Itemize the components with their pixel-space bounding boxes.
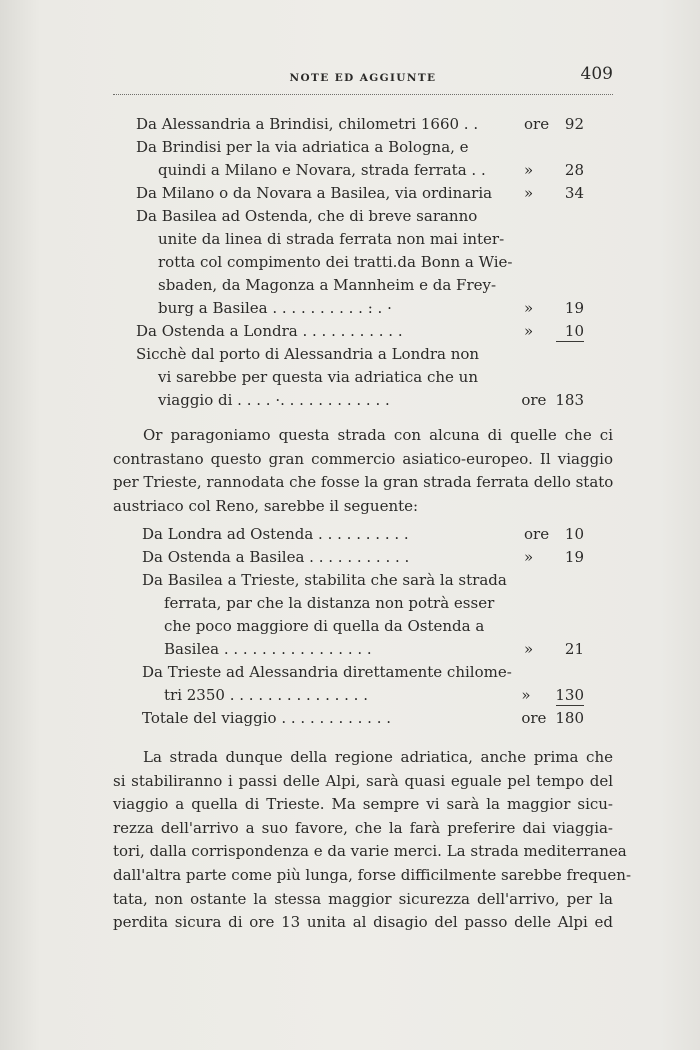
- entry-unit: ore: [521, 391, 547, 409]
- itinerary-entry: [136, 136, 584, 182]
- entry-text: rotta col compimento dei tratti.da Bonn a Wie-: [158, 253, 513, 271]
- entry-text: sbaden, da Magonza a Mannheim e da Frey-: [158, 276, 497, 294]
- entry-value: 28: [564, 161, 584, 179]
- entry-unit: »: [524, 299, 534, 317]
- entry-unit: »: [524, 322, 534, 340]
- entry-value: 130: [555, 686, 584, 704]
- entry-unit: »: [524, 161, 534, 179]
- entry-line: [136, 159, 584, 182]
- entry-text: Sicchè dal porto di Alessandria a Londra non: [136, 345, 480, 363]
- entry-spacer: [484, 615, 518, 638]
- entry-text: vi sarebbe per questa via adriatica che un: [158, 368, 478, 386]
- entry-line: [142, 523, 584, 546]
- entry-line: [136, 297, 584, 320]
- entry-line: [142, 592, 584, 615]
- entry-text: che poco maggiore di quella da Ostenda a: [164, 617, 485, 635]
- entry-value: 19: [564, 548, 584, 566]
- entry-text: Da Trieste ad Alessandria direttamente chilome-: [142, 663, 512, 681]
- entry-value-empty: [558, 251, 584, 274]
- entry-value: 34: [564, 184, 584, 202]
- entry-value-empty: [558, 366, 584, 389]
- itinerary-trieste: [142, 523, 584, 730]
- entry-text: Totale del viaggio . . . . . . . . . . . .: [142, 709, 392, 727]
- entry-value: 19: [564, 299, 584, 317]
- paragraph-line: dall'altra parte come più lunga, forse difficilmente sarebbe frequen-: [113, 865, 632, 884]
- entry-unit-empty: [518, 592, 558, 615]
- entry-unit-empty: [518, 569, 558, 592]
- entry-unit-empty: [518, 136, 558, 159]
- entry-line: [136, 274, 584, 297]
- entry-value-empty: [558, 205, 584, 228]
- itinerary-entry: [136, 113, 584, 136]
- entry-spacer: [477, 205, 518, 228]
- entry-line: [142, 684, 584, 707]
- entry-line: [136, 205, 584, 228]
- entry-value: 21: [564, 640, 584, 658]
- entry-text: tri 2350 . . . . . . . . . . . . . . .: [164, 686, 368, 704]
- entry-spacer: [478, 366, 518, 389]
- entry-unit-empty: [518, 228, 558, 251]
- entry-line: [136, 320, 584, 343]
- entry-value: 180: [555, 709, 584, 727]
- entry-spacer: [409, 546, 518, 569]
- entry-unit: ore: [521, 709, 547, 727]
- entry-value-empty: [558, 228, 584, 251]
- entry-value-empty: [558, 274, 584, 297]
- sum-rule-line: [556, 705, 584, 706]
- entry-spacer: [486, 159, 518, 182]
- sum-rule-line: [556, 341, 584, 342]
- entry-line: [136, 182, 584, 205]
- itinerary-entry: [142, 707, 584, 730]
- entry-value-empty: [558, 136, 584, 159]
- entry-spacer: [409, 523, 518, 546]
- entry-value-empty: [558, 661, 584, 684]
- paragraph-line: per Trieste, rannodata che fosse la gran strada ferrata dello stato: [113, 473, 614, 492]
- paragraph-line: viaggio a quella di Trieste. Ma sempre vi sarà la maggior sicu-: [113, 795, 613, 814]
- itinerary-entry: [136, 205, 584, 320]
- entry-line: [142, 615, 584, 638]
- entry-text: Basilea . . . . . . . . . . . . . . . .: [164, 640, 372, 658]
- entry-line: [136, 251, 584, 274]
- entry-line: [136, 113, 584, 136]
- entry-line: [136, 343, 584, 366]
- entry-spacer: [494, 592, 518, 615]
- entry-text: Da Milano o da Novara a Basilea, via ordinaria: [136, 184, 493, 202]
- entry-unit: ore: [524, 525, 550, 543]
- entry-value-empty: [558, 615, 584, 638]
- entry-text: viaggio di . . . . ·. . . . . . . . . . . .: [158, 391, 390, 409]
- entry-spacer: [391, 707, 515, 730]
- entry-text: Da Ostenda a Basilea . . . . . . . . . . .: [142, 548, 410, 566]
- page-header: [113, 64, 613, 92]
- page-number: 409: [580, 64, 613, 84]
- entry-unit-empty: [518, 251, 558, 274]
- entry-text: Da Alessandria a Brindisi, chilometri 1660 . .: [136, 115, 479, 133]
- paragraph-line: rezza dell'arrivo a suo favore, che la farà preferire dai viaggia-: [113, 818, 613, 837]
- itinerary-entry: [142, 546, 584, 569]
- entry-spacer: [504, 228, 518, 251]
- entry-unit: »: [524, 548, 534, 566]
- itinerary-adriatic: [136, 113, 584, 412]
- itinerary-entry: [142, 523, 584, 546]
- entry-unit-empty: [518, 615, 558, 638]
- paragraph-line: perdita sicura di ore 13 unita al disagio del passo delle Alpi ed: [113, 913, 613, 932]
- itinerary-entry: [142, 661, 584, 707]
- header-rule: [113, 94, 613, 95]
- paragraph-line: tori, dalla corrispondenza e da varie merci. La strada mediterranea: [113, 842, 627, 861]
- entry-unit-empty: [518, 661, 558, 684]
- entry-spacer: [478, 113, 518, 136]
- entry-spacer: [496, 274, 518, 297]
- entry-value-empty: [558, 592, 584, 615]
- entry-line: [142, 661, 584, 684]
- paragraph-line: La strada dunque della regione adriatica, anche prima che: [143, 748, 613, 766]
- entry-line: [136, 366, 584, 389]
- entry-line: [136, 136, 584, 159]
- itinerary-entry: [136, 320, 584, 343]
- running-title: NOTE ED AGGIUNTE: [289, 72, 437, 84]
- paragraph-line: tata, non ostante la stessa maggior sicurezza dell'arrivo, per la: [113, 889, 613, 908]
- entry-spacer: [479, 343, 518, 366]
- entry-value: 10: [564, 322, 584, 340]
- entry-value-empty: [558, 569, 584, 592]
- entry-unit: »: [524, 640, 534, 658]
- entry-spacer: [390, 389, 516, 412]
- entry-value-empty: [558, 343, 584, 366]
- entry-text: unite da linea di strada ferrata non mai inter-: [158, 230, 505, 248]
- entry-line: [142, 707, 584, 730]
- entry-spacer: [368, 684, 515, 707]
- itinerary-entry: [142, 569, 584, 661]
- paragraph-comparison: [113, 424, 613, 518]
- itinerary-entry: [136, 182, 584, 205]
- entry-unit-empty: [518, 343, 558, 366]
- paragraph-line: si stabiliranno i passi delle Alpi, sarà quasi eguale pel tempo del: [113, 771, 613, 790]
- entry-spacer: [403, 320, 518, 343]
- entry-text: quindi a Milano e Novara, strada ferrata . .: [158, 161, 486, 179]
- paragraph-line: Or paragoniamo questa strada con alcuna di quelle che ci: [143, 426, 613, 444]
- entry-line: [142, 638, 584, 661]
- entry-spacer: [372, 638, 518, 661]
- entry-text: Da Basilea ad Ostenda, che di breve saranno: [136, 207, 478, 225]
- entry-unit: »: [524, 184, 534, 202]
- entry-value: 183: [555, 391, 584, 409]
- itinerary-entry: [136, 343, 584, 412]
- entry-line: [136, 389, 584, 412]
- entry-spacer: [492, 182, 518, 205]
- paragraph-line: austriaco col Reno, sarebbe il seguente:: [113, 496, 419, 515]
- entry-unit: ore: [524, 115, 550, 133]
- entry-spacer: [392, 297, 518, 320]
- entry-text: Da Basilea a Trieste, stabilita che sarà la strada: [142, 571, 507, 589]
- entry-text: ferrata, par che la distanza non potrà esser: [164, 594, 495, 612]
- entry-line: [136, 228, 584, 251]
- entry-text: burg a Basilea . . . . . . . . . . : . ·: [158, 299, 392, 317]
- entry-value: 92: [564, 115, 584, 133]
- entry-text: Da Brindisi per la via adriatica a Bologna, e: [136, 138, 469, 156]
- entry-line: [142, 569, 584, 592]
- entry-unit-empty: [518, 205, 558, 228]
- entry-unit-empty: [518, 366, 558, 389]
- paragraph-conclusion: [113, 746, 632, 935]
- entry-text: Da Londra ad Ostenda . . . . . . . . . .: [142, 525, 409, 543]
- entry-line: [142, 546, 584, 569]
- entry-text: Da Ostenda a Londra . . . . . . . . . . .: [136, 322, 403, 340]
- paragraph-line: contrastano questo gran commercio asiatico-europeo. Il viaggio: [113, 449, 613, 468]
- entry-spacer: [469, 136, 518, 159]
- entry-value: 10: [564, 525, 584, 543]
- entry-unit: »: [521, 686, 531, 704]
- entry-spacer: [507, 569, 518, 592]
- entry-unit-empty: [518, 274, 558, 297]
